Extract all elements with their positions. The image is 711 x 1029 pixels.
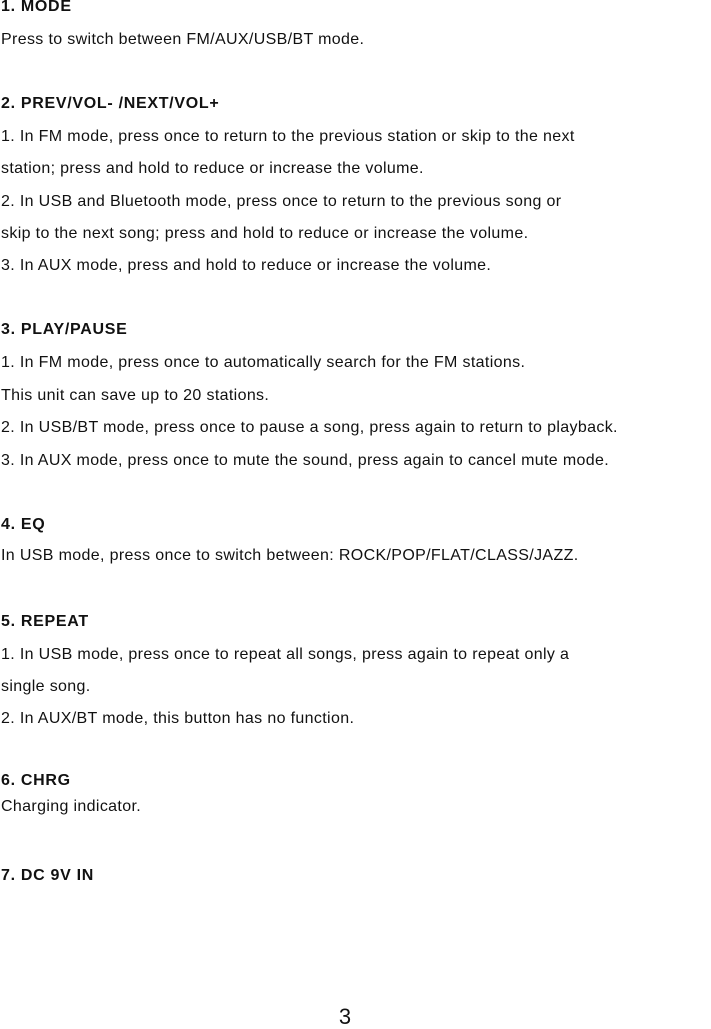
section-text-line: This unit can save up to 20 stations. bbox=[1, 387, 270, 404]
section-heading-play-pause: 3. PLAY/PAUSE bbox=[1, 321, 128, 338]
section-heading-eq: 4. EQ bbox=[1, 516, 46, 533]
section-heading-mode: 1. MODE bbox=[1, 0, 72, 15]
section-text-line: 2. In AUX/BT mode, this button has no function. bbox=[1, 710, 355, 727]
section-text-line: 2. In USB/BT mode, press once to pause a song, press again to return to playback. bbox=[1, 419, 618, 436]
section-text-line: 1. In FM mode, press once to automatically search for the FM stations. bbox=[1, 354, 526, 371]
section-text-line: Charging indicator. bbox=[1, 798, 142, 815]
section-text-line: 3. In AUX mode, press once to mute the sound, press again to cancel mute mode. bbox=[1, 452, 610, 469]
section-heading-chrg: 6. CHRG bbox=[1, 772, 71, 789]
section-text-line: 1. In USB mode, press once to repeat all songs, press again to repeat only a bbox=[1, 646, 570, 663]
section-text-line: 1. In FM mode, press once to return to the previous station or skip to the next bbox=[1, 128, 575, 145]
section-heading-prev-next: 2. PREV/VOL- /NEXT/VOL+ bbox=[1, 95, 220, 112]
section-text-line: single song. bbox=[1, 678, 91, 695]
section-text-line: In USB mode, press once to switch between: ROCK/POP/FLAT/CLASS/JAZZ. bbox=[1, 547, 579, 564]
section-text-line: station; press and hold to reduce or increase the volume. bbox=[1, 160, 424, 177]
section-text-line: 3. In AUX mode, press and hold to reduce or increase the volume. bbox=[1, 257, 492, 274]
section-heading-repeat: 5. REPEAT bbox=[1, 613, 89, 630]
section-text-line: Press to switch between FM/AUX/USB/BT mode. bbox=[1, 31, 365, 48]
page-number: 3 bbox=[338, 1004, 352, 1029]
section-heading-dc-in: 7. DC 9V IN bbox=[1, 867, 95, 884]
section-text-line: skip to the next song; press and hold to reduce or increase the volume. bbox=[1, 225, 529, 242]
section-text-line: 2. In USB and Bluetooth mode, press once to return to the previous song or bbox=[1, 193, 562, 210]
